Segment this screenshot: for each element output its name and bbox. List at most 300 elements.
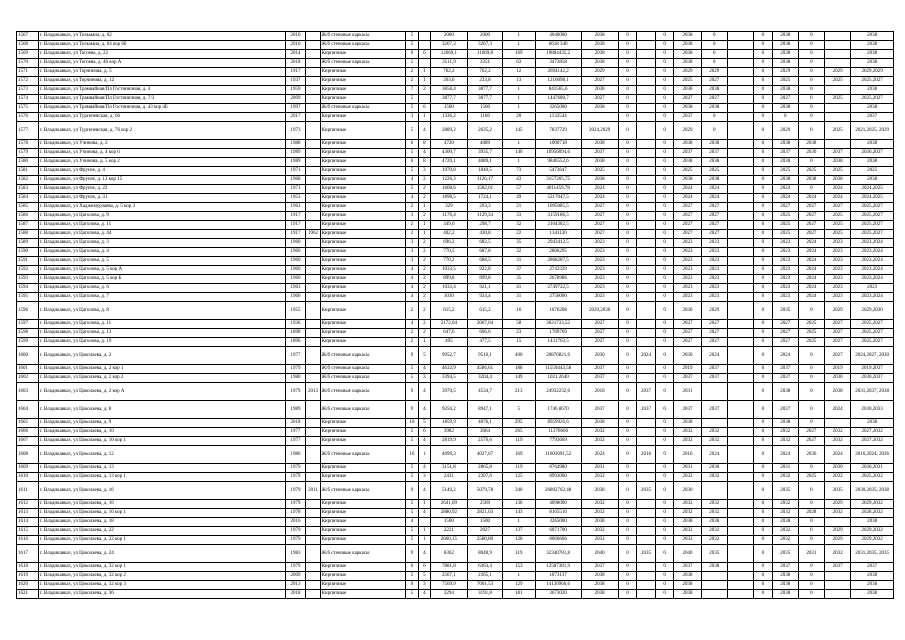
table-row <box>17 446 894 464</box>
col-b-cell <box>637 32 656 41</box>
col-i-cell: 0 <box>798 464 824 473</box>
wall-material-cell: Кирпичные <box>320 284 405 293</box>
col-i-cell: 0 <box>798 536 824 545</box>
repair-years-summary-cell: 2027,2032 <box>851 437 894 446</box>
col-b-cell <box>637 122 656 140</box>
col-g-cell: 0 <box>754 482 773 500</box>
col-j-cell: 2024 <box>825 194 851 203</box>
build-year-cell: 1979 <box>285 473 306 482</box>
cost-cell: 4098000 <box>535 500 581 509</box>
repair-year-cell: 2023 <box>581 239 618 248</box>
col-j-cell: 2032 <box>825 428 851 437</box>
wall-material-cell: Ж/б стеновые каркасы <box>320 401 405 419</box>
build-year-cell: 1989 <box>285 158 306 167</box>
repair-year-cell: 2032 <box>581 527 618 536</box>
col-g-cell: 0 <box>754 464 773 473</box>
address-cell: г. Владикавказ, ул Тельмана, д. 64 кор 6б <box>38 41 285 50</box>
col-a-cell: 0 <box>618 158 637 167</box>
cost-cell: 2943412,5 <box>535 239 581 248</box>
col-e-cell: 2027 <box>701 212 727 221</box>
col-c-cell: 0 <box>655 32 674 41</box>
col-d-cell: 2038 <box>674 176 701 185</box>
col-a-cell: 0 <box>618 77 637 86</box>
col-d-cell: 2016 <box>674 446 701 464</box>
build-year-cell: 1955 <box>285 302 306 320</box>
col-d-cell: 2037 <box>674 374 701 383</box>
cost-cell: 1447680,7 <box>535 95 581 104</box>
repair-years-summary-cell: 2029,2032 <box>851 536 894 545</box>
repair-years-summary-cell: 2023,2024 <box>851 239 894 248</box>
col-g-cell: 0 <box>754 104 773 113</box>
floors-cell: 2 <box>405 338 418 347</box>
build-year-cell: 1896 <box>285 338 306 347</box>
repair-year-cell: 2037 <box>581 149 618 158</box>
living-area-cell: 9510,1 <box>467 347 502 365</box>
total-area-cell: 1970,8 <box>430 167 467 176</box>
reconstruction-year-cell <box>306 104 320 113</box>
wall-material-cell: Кирпичные <box>320 230 405 239</box>
row-number-cell: 1615 <box>17 527 39 536</box>
col-j-cell: 2038 <box>825 176 851 185</box>
row-number-cell: 1569 <box>17 50 39 59</box>
repair-years-summary-cell: 2030,2037 <box>851 149 894 158</box>
table-row <box>17 545 894 563</box>
col-d-cell: 2038 <box>674 590 701 599</box>
col-b-cell: 2024 <box>637 347 656 365</box>
col-g-cell: 0 <box>754 122 773 140</box>
col-f-cell <box>727 563 753 572</box>
col-a-cell: 0 <box>618 176 637 185</box>
total-area-cell: 2172,64 <box>430 320 467 329</box>
build-year-cell: 1960 <box>285 293 306 302</box>
col-e-cell: 2027 <box>701 95 727 104</box>
residents-cell: 12 <box>502 68 535 77</box>
col-j-cell: 2023 <box>825 284 851 293</box>
col-h-cell: 2038 <box>772 158 798 167</box>
col-d-cell: 2030 <box>674 302 701 320</box>
build-year-cell: 2018 <box>285 590 306 599</box>
col-g-cell: 0 <box>754 581 773 590</box>
col-i-cell: 2027 <box>798 437 824 446</box>
col-c-cell: 0 <box>655 50 674 59</box>
floors-cell: 4 <box>405 176 418 185</box>
col-a-cell: 0 <box>618 482 637 500</box>
living-area-cell: 11669,8 <box>467 50 502 59</box>
floors-cell: 3 <box>405 212 418 221</box>
col-d-cell: 2023 <box>674 266 701 275</box>
living-area-cell: 3267,3 <box>467 41 502 50</box>
col-c-cell: 0 <box>655 374 674 383</box>
residents-cell: 13 <box>502 77 535 86</box>
reconstruction-year-cell <box>306 464 320 473</box>
entrances-cell: 4 <box>418 383 430 401</box>
col-e-cell: 2032 <box>701 509 727 518</box>
col-f-cell <box>727 473 753 482</box>
build-year-cell: 1997 <box>285 104 306 113</box>
col-i-cell: 2028 <box>798 509 824 518</box>
repair-year-cell: 2037 <box>581 563 618 572</box>
residents-cell: 41 <box>502 284 535 293</box>
repair-years-summary-cell: 2025,2032 <box>851 473 894 482</box>
col-a-cell: 0 <box>618 194 637 203</box>
build-year-cell: 1960 <box>285 275 306 284</box>
col-j-cell: 2027 <box>825 203 851 212</box>
build-year-cell: 1977 <box>285 428 306 437</box>
cost-cell: 2743339 <box>535 266 581 275</box>
col-h-cell: 2038 <box>772 419 798 428</box>
col-c-cell: 0 <box>655 401 674 419</box>
floors-cell: 2 <box>405 302 418 320</box>
col-d-cell: 2023 <box>674 293 701 302</box>
reconstruction-year-cell <box>306 581 320 590</box>
col-a-cell: 0 <box>618 536 637 545</box>
col-a-cell: 0 <box>618 365 637 374</box>
wall-material-cell: Кирпичные <box>320 77 405 86</box>
entrances-cell: 8 <box>418 140 430 149</box>
row-number-cell: 1574 <box>17 95 39 104</box>
residents-cell: 16 <box>502 302 535 320</box>
col-b-cell <box>637 194 656 203</box>
col-b-cell <box>637 104 656 113</box>
col-i-cell: 0 <box>798 59 824 68</box>
total-area-cell: 3858,4 <box>430 86 467 95</box>
col-d-cell: 2027 <box>674 203 701 212</box>
address-cell: г. Владикавказ, ул Цоколаева, д. 36 <box>38 590 285 599</box>
col-c-cell: 0 <box>655 113 674 122</box>
table-row <box>17 167 894 176</box>
wall-material-cell: Кирпичные <box>320 419 405 428</box>
col-d-cell: 2032 <box>674 437 701 446</box>
col-e-cell: 2038 <box>701 86 727 95</box>
repair-years-summary-cell: 2023,2024 <box>851 257 894 266</box>
entrances-cell: 2 <box>418 302 430 320</box>
col-h-cell: 2038 <box>772 59 798 68</box>
col-a-cell: 0 <box>618 140 637 149</box>
entrances-cell: 1 <box>418 536 430 545</box>
row-number-cell: 1609 <box>17 464 39 473</box>
col-h-cell: 2029 <box>772 68 798 77</box>
wall-material-cell: Кирпичные <box>320 68 405 77</box>
row-number-cell: 1582 <box>17 176 39 185</box>
cost-cell: 1000718 <box>535 140 581 149</box>
residents-cell: 33 <box>502 212 535 221</box>
col-f-cell <box>727 185 753 194</box>
col-a-cell: 0 <box>618 95 637 104</box>
cost-cell: 1789769 <box>535 329 581 338</box>
col-a-cell: 0 <box>618 239 637 248</box>
col-g-cell: 0 <box>754 518 773 527</box>
col-e-cell: 2023 <box>701 239 727 248</box>
col-b-cell <box>637 437 656 446</box>
reconstruction-year-cell <box>306 293 320 302</box>
col-b-cell: 2037 <box>637 401 656 419</box>
col-h-cell: 2038 <box>772 50 798 59</box>
repair-years-summary-cell: 2038 <box>851 32 894 41</box>
col-e-cell: 2024 <box>701 347 727 365</box>
repair-year-cell: 2027 <box>581 221 618 230</box>
col-i-cell: 2025 <box>798 167 824 176</box>
col-b-cell <box>637 59 656 68</box>
col-h-cell: 2023 <box>772 275 798 284</box>
address-cell: г. Владикавказ, ул Тельмана, д. 62 <box>38 32 285 41</box>
total-area-cell: 3394,5 <box>430 374 467 383</box>
repair-year-cell: 2023 <box>581 275 618 284</box>
reconstruction-year-cell: 2011 <box>306 482 320 500</box>
repair-years-summary-cell: 2038 <box>851 50 894 59</box>
total-area-cell: 3267,3 <box>430 41 467 50</box>
col-i-cell: 0 <box>798 563 824 572</box>
col-d-cell: 2023 <box>674 284 701 293</box>
row-number-cell: 1577 <box>17 122 39 140</box>
address-cell: г. Владикавказ, ул Цоколаева, д. 12 <box>38 446 285 464</box>
col-e-cell: 2023 <box>701 248 727 257</box>
total-area-cell: 1668,6 <box>430 185 467 194</box>
col-g-cell: 0 <box>754 275 773 284</box>
col-i-cell: 2024 <box>798 284 824 293</box>
address-cell: г. Владикавказ, ул Цаголова, д. 5 кор А <box>38 266 285 275</box>
reconstruction-year-cell <box>306 401 320 419</box>
col-a-cell: 0 <box>618 122 637 140</box>
total-area-cell: 12669,1 <box>430 50 467 59</box>
col-i-cell: 2024 <box>798 293 824 302</box>
cost-cell: 1676208 <box>535 302 581 320</box>
col-i-cell: 0 <box>798 122 824 140</box>
col-i-cell: 0 <box>798 482 824 500</box>
repair-year-cell: 2018 <box>581 383 618 401</box>
living-area-cell: 2865,8 <box>467 464 502 473</box>
repair-year-cell: 2032 <box>581 473 618 482</box>
floors-cell: 5 <box>405 536 418 545</box>
living-area-cell: 4876,1 <box>467 419 502 428</box>
col-a-cell: 0 <box>618 383 637 401</box>
cost-cell: 32340781,8 <box>535 545 581 563</box>
col-j-cell: 2030 <box>825 464 851 473</box>
col-i-cell: 2031 <box>798 545 824 563</box>
address-cell: г. Владикавказ, ул Цоколаева, д. 32 кор 3 <box>38 581 285 590</box>
reconstruction-year-cell <box>306 212 320 221</box>
build-year-cell: 1986 <box>285 446 306 464</box>
living-area-cell: 2635,2 <box>467 122 502 140</box>
wall-material-cell: Кирпичные <box>320 158 405 167</box>
row-number-cell: 1608 <box>17 446 39 464</box>
floors-cell: 4 <box>405 194 418 203</box>
entrances-cell: 2 <box>418 266 430 275</box>
col-c-cell: 0 <box>655 176 674 185</box>
col-e-cell: 2038 <box>701 518 727 527</box>
col-e-cell: 2032 <box>701 527 727 536</box>
wall-material-cell: Кирпичные <box>320 302 405 320</box>
reconstruction-year-cell <box>306 419 320 428</box>
residents-cell: 319 <box>502 545 535 563</box>
col-c-cell: 0 <box>655 302 674 320</box>
floors-cell: 2 <box>405 230 418 239</box>
col-c-cell: 0 <box>655 473 674 482</box>
repair-years-summary-cell: 2038 <box>851 572 894 581</box>
repair-years-summary-cell: 2030,2037 <box>851 374 894 383</box>
table-row <box>17 374 894 383</box>
build-year-cell: 2009 <box>285 95 306 104</box>
entrances-cell: 5 <box>418 572 430 581</box>
total-area-cell: 2000 <box>430 32 467 41</box>
row-number-cell: 1576 <box>17 113 39 122</box>
reconstruction-year-cell <box>306 320 320 329</box>
col-b-cell <box>637 248 656 257</box>
col-g-cell: 0 <box>754 59 773 68</box>
col-a-cell: 0 <box>618 86 637 95</box>
cost-cell: 5473647 <box>535 167 581 176</box>
table-row <box>17 320 894 329</box>
living-area-cell: 3204,4 <box>467 374 502 383</box>
col-e-cell <box>701 419 727 428</box>
repair-years-summary-cell: 2029,2032 <box>851 500 894 509</box>
repair-year-cell: 2038 <box>581 518 618 527</box>
table-row <box>17 275 894 284</box>
col-b-cell <box>637 302 656 320</box>
entrances-cell: 2 <box>418 329 430 338</box>
residents-cell: 1 <box>502 518 535 527</box>
col-a-cell: 0 <box>618 428 637 437</box>
wall-material-cell: Кирпичные <box>320 338 405 347</box>
cost-cell: 2104382,5 <box>535 221 581 230</box>
wall-material-cell: Кирпичные <box>320 212 405 221</box>
row-number-cell: 1585 <box>17 203 39 212</box>
floors-cell: 5 <box>405 509 418 518</box>
living-area-cell: 8947,1 <box>467 401 502 419</box>
floors-cell: 2 <box>405 221 418 230</box>
reconstruction-year-cell <box>306 365 320 374</box>
cost-cell: 2678986 <box>535 275 581 284</box>
total-area-cell: 3294 <box>430 590 467 599</box>
col-g-cell: 0 <box>754 41 773 50</box>
col-b-cell <box>637 68 656 77</box>
row-number-cell: 1602 <box>17 374 39 383</box>
cost-cell: 3473858 <box>535 59 581 68</box>
build-year-cell: 1979 <box>285 536 306 545</box>
living-area-cell: 2000 <box>467 32 502 41</box>
residents-cell: 1 <box>502 158 535 167</box>
wall-material-cell: Кирпичные <box>320 140 405 149</box>
col-d-cell: 2029 <box>674 122 701 140</box>
address-cell: г. Владикавказ, ул Цаголова, д. 7 <box>38 293 285 302</box>
living-area-cell: 1724,1 <box>467 194 502 203</box>
repair-year-cell: 2027 <box>581 338 618 347</box>
col-j-cell: 2025 <box>825 167 851 176</box>
col-e-cell: 2038 <box>701 158 727 167</box>
row-number-cell: 1598 <box>17 329 39 338</box>
floors-cell: 5 <box>405 185 418 194</box>
residents-cell: 1 <box>502 95 535 104</box>
col-i-cell: 2024 <box>798 239 824 248</box>
entrances-cell <box>418 95 430 104</box>
residents-cell: 265 <box>502 428 535 437</box>
table-row <box>17 527 894 536</box>
col-a-cell: 0 <box>618 401 637 419</box>
row-number-cell: 1617 <box>17 545 39 563</box>
col-h-cell: 2024 <box>772 185 798 194</box>
reconstruction-year-cell <box>306 257 320 266</box>
total-area-cell: 899,8 <box>430 275 467 284</box>
col-f-cell <box>727 302 753 320</box>
cost-cell: 5217047,5 <box>535 194 581 203</box>
living-area-cell: 922,8 <box>467 266 502 275</box>
col-h-cell: 2032 <box>772 473 798 482</box>
residents-cell: 49 <box>502 194 535 203</box>
col-g-cell: 0 <box>754 68 773 77</box>
floors-cell: 5 <box>405 365 418 374</box>
entrances-cell: 2 <box>418 275 430 284</box>
cost-cell: 7837729 <box>535 122 581 140</box>
wall-material-cell: Ж/б стеновые каркасы <box>320 365 405 374</box>
col-g-cell: 0 <box>754 239 773 248</box>
col-j-cell: 2024 <box>825 401 851 419</box>
col-c-cell: 0 <box>655 446 674 464</box>
table-row <box>17 239 894 248</box>
col-f-cell <box>727 158 753 167</box>
entrances-cell: 3 <box>418 374 430 383</box>
col-g-cell: 0 <box>754 248 773 257</box>
repair-years-summary-cell: 2025,2027 <box>851 230 894 239</box>
col-b-cell <box>637 185 656 194</box>
col-g-cell: 0 <box>754 212 773 221</box>
repair-year-cell: 2040 <box>581 545 618 563</box>
total-area-cell: 3511,9 <box>430 59 467 68</box>
floors-cell: 5 <box>405 473 418 482</box>
row-number-cell: 1568 <box>17 41 39 50</box>
col-e-cell: 2027 <box>701 320 727 329</box>
col-h-cell: 2027 <box>772 95 798 104</box>
col-i-cell: 0 <box>798 41 824 50</box>
col-b-cell: 2035 <box>637 482 656 500</box>
col-j-cell: 2029 <box>825 536 851 545</box>
col-i-cell: 2027 <box>798 428 824 437</box>
col-a-cell: 0 <box>618 374 637 383</box>
col-a-cell: 0 <box>618 473 637 482</box>
wall-material-cell: Кирпичные <box>320 194 405 203</box>
col-i-cell: 2027 <box>798 221 824 230</box>
floors-cell: 6 <box>405 563 418 572</box>
table-row <box>17 338 894 347</box>
col-j-cell: 2023 <box>825 239 851 248</box>
col-b-cell: 2035 <box>637 545 656 563</box>
reconstruction-year-cell <box>306 446 320 464</box>
col-g-cell: 0 <box>754 284 773 293</box>
table-row <box>17 563 894 572</box>
col-f-cell <box>727 149 753 158</box>
residents-cell: 143 <box>502 509 535 518</box>
col-f-cell <box>727 248 753 257</box>
wall-material-cell: Ж/б стеновые каркасы <box>320 41 405 50</box>
col-f-cell <box>727 122 753 140</box>
reconstruction-year-cell <box>306 194 320 203</box>
reconstruction-year-cell <box>306 32 320 41</box>
row-number-cell: 1620 <box>17 581 39 590</box>
col-g-cell: 0 <box>754 509 773 518</box>
entrances-cell: 5 <box>418 347 430 365</box>
col-d-cell: 2027 <box>674 338 701 347</box>
col-f-cell <box>727 86 753 95</box>
repair-year-cell: 2038 <box>581 41 618 50</box>
total-area-cell: 762,2 <box>430 68 467 77</box>
col-a-cell: 0 <box>618 437 637 446</box>
residents-cell: 20 <box>502 113 535 122</box>
col-d-cell: 2037 <box>674 113 701 122</box>
col-c-cell: 0 <box>655 527 674 536</box>
col-i-cell: 0 <box>798 374 824 383</box>
floors-cell: 3 <box>405 113 418 122</box>
total-area-cell: 3982 <box>430 428 467 437</box>
wall-material-cell: Ж/б стеновые каркасы <box>320 104 405 113</box>
col-h-cell: 2038 <box>772 86 798 95</box>
